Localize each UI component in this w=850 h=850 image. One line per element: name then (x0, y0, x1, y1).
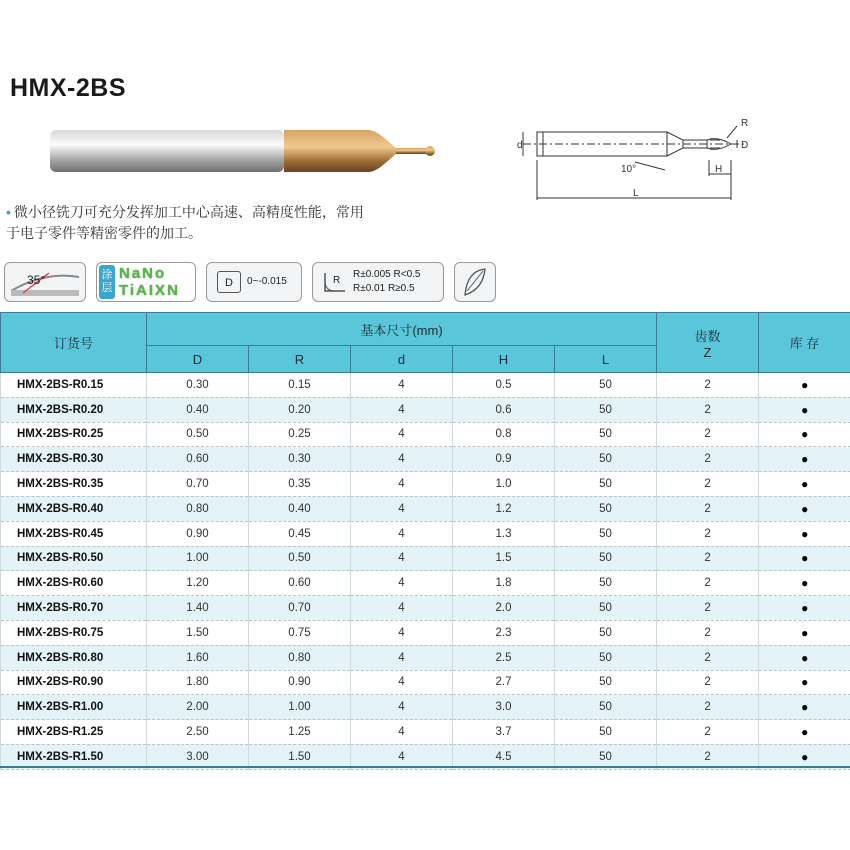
stock-dot: ● (759, 744, 850, 769)
table-row (1, 447, 850, 472)
cell-D: 0.40 (147, 397, 249, 422)
order-code: HMX-2BS-R0.25 (1, 422, 147, 447)
table-bottom-rule (0, 766, 850, 768)
order-code: HMX-2BS-R0.20 (1, 397, 147, 422)
cell-H: 2.7 (453, 670, 555, 695)
cell-D: 0.60 (147, 447, 249, 472)
stock-dot: ● (759, 447, 850, 472)
cell-L: 50 (555, 744, 657, 769)
cell-R: 0.90 (249, 670, 351, 695)
cell-H: 0.9 (453, 447, 555, 472)
cell-d: 4 (351, 373, 453, 398)
cell-Z: 2 (657, 670, 759, 695)
cell-d: 4 (351, 447, 453, 472)
diameter-tolerance-text: 0~-0.015 (247, 276, 287, 287)
diameter-tolerance-badge (206, 262, 302, 302)
technical-drawing (505, 110, 790, 210)
angle-label: 10° (621, 164, 637, 175)
cell-Z: 2 (657, 645, 759, 670)
cell-d: 4 (351, 521, 453, 546)
cell-D: 0.70 (147, 472, 249, 497)
cell-D: 1.60 (147, 645, 249, 670)
table-row (1, 496, 850, 521)
cell-D: 0.90 (147, 521, 249, 546)
cell-H: 0.8 (453, 422, 555, 447)
cell-R: 0.60 (249, 571, 351, 596)
cell-D: 1.40 (147, 596, 249, 621)
stock-dot: ● (759, 695, 850, 720)
radius-tolerance-badge (312, 262, 444, 302)
cell-d: 4 (351, 546, 453, 571)
cell-R: 0.15 (249, 373, 351, 398)
order-code: HMX-2BS-R1.00 (1, 695, 147, 720)
table-row (1, 472, 850, 497)
header-D: D (147, 346, 249, 373)
product-description (6, 202, 416, 244)
cell-L: 50 (555, 472, 657, 497)
cell-R: 0.35 (249, 472, 351, 497)
radius-tolerance-line-2: R±0.01 R≥0.5 (353, 283, 415, 294)
header-teeth: 齿数 Z (657, 313, 759, 373)
ball-nose-icon (455, 263, 495, 301)
cell-R: 0.25 (249, 422, 351, 447)
end-mill-photo (48, 126, 448, 178)
cell-d: 4 (351, 744, 453, 769)
description-line-2: 于电子零件等精密零件的加工。 (6, 225, 202, 241)
cell-R: 0.40 (249, 496, 351, 521)
cell-H: 3.7 (453, 720, 555, 745)
order-code: HMX-2BS-R1.50 (1, 744, 147, 769)
cell-d: 4 (351, 645, 453, 670)
cell-Z: 2 (657, 521, 759, 546)
cell-L: 50 (555, 422, 657, 447)
cell-L: 50 (555, 447, 657, 472)
cell-H: 1.3 (453, 521, 555, 546)
coating-tag: 涂层 (99, 265, 115, 299)
cell-Z: 2 (657, 373, 759, 398)
radius-icon (321, 269, 349, 295)
cell-Z: 2 (657, 496, 759, 521)
cell-Z: 2 (657, 620, 759, 645)
cell-d: 4 (351, 620, 453, 645)
cell-D: 0.50 (147, 422, 249, 447)
order-code: HMX-2BS-R0.80 (1, 645, 147, 670)
specification-table (0, 312, 850, 770)
table-row (1, 620, 850, 645)
cell-H: 0.5 (453, 373, 555, 398)
order-code: HMX-2BS-R0.75 (1, 620, 147, 645)
cell-Z: 2 (657, 744, 759, 769)
order-code: HMX-2BS-R0.90 (1, 670, 147, 695)
table-row (1, 695, 850, 720)
table-row (1, 546, 850, 571)
stock-dot: ● (759, 571, 850, 596)
stock-dot: ● (759, 422, 850, 447)
stock-dot: ● (759, 397, 850, 422)
cell-D: 3.00 (147, 744, 249, 769)
stock-dot: ● (759, 521, 850, 546)
cell-D: 1.20 (147, 571, 249, 596)
header-basic-dimensions: 基本尺寸(mm) (147, 313, 657, 346)
cell-D: 1.00 (147, 546, 249, 571)
cell-d: 4 (351, 397, 453, 422)
dim-D-label: D (741, 140, 749, 151)
order-code: HMX-2BS-R0.45 (1, 521, 147, 546)
table-row (1, 397, 850, 422)
table-row (1, 373, 850, 398)
table-row (1, 670, 850, 695)
cell-d: 4 (351, 596, 453, 621)
cell-H: 1.5 (453, 546, 555, 571)
dim-d-label: d (517, 140, 523, 151)
stock-dot: ● (759, 496, 850, 521)
cell-D: 0.80 (147, 496, 249, 521)
cell-d: 4 (351, 472, 453, 497)
order-code: HMX-2BS-R0.30 (1, 447, 147, 472)
product-title: HMX-2BS (10, 74, 127, 102)
cell-L: 50 (555, 720, 657, 745)
stock-dot: ● (759, 720, 850, 745)
cell-L: 50 (555, 670, 657, 695)
cell-R: 0.50 (249, 546, 351, 571)
cell-L: 50 (555, 571, 657, 596)
table-row (1, 422, 850, 447)
cell-D: 1.50 (147, 620, 249, 645)
order-code: HMX-2BS-R0.70 (1, 596, 147, 621)
cell-Z: 2 (657, 422, 759, 447)
order-code: HMX-2BS-R0.40 (1, 496, 147, 521)
cell-Z: 2 (657, 571, 759, 596)
cell-H: 1.0 (453, 472, 555, 497)
cell-L: 50 (555, 397, 657, 422)
order-code: HMX-2BS-R0.60 (1, 571, 147, 596)
cell-D: 1.80 (147, 670, 249, 695)
coating-name-1: NaNo (119, 265, 167, 282)
cell-H: 1.2 (453, 496, 555, 521)
cell-Z: 2 (657, 720, 759, 745)
stock-dot: ● (759, 670, 850, 695)
dim-L-label: L (633, 188, 639, 199)
cell-L: 50 (555, 496, 657, 521)
order-code: HMX-2BS-R0.35 (1, 472, 147, 497)
cell-L: 50 (555, 546, 657, 571)
cell-Z: 2 (657, 472, 759, 497)
stock-dot: ● (759, 373, 850, 398)
coating-badge (96, 262, 196, 302)
cell-L: 50 (555, 620, 657, 645)
cell-H: 3.0 (453, 695, 555, 720)
cell-R: 0.45 (249, 521, 351, 546)
table-row (1, 521, 850, 546)
coating-name-2: TiAIXN (119, 282, 180, 299)
cell-D: 0.30 (147, 373, 249, 398)
cell-d: 4 (351, 720, 453, 745)
cell-d: 4 (351, 496, 453, 521)
header-d: d (351, 346, 453, 373)
cell-R: 0.30 (249, 447, 351, 472)
cell-H: 0.6 (453, 397, 555, 422)
cell-R: 1.00 (249, 695, 351, 720)
cell-H: 2.0 (453, 596, 555, 621)
cell-Z: 2 (657, 546, 759, 571)
dim-H-label: H (715, 164, 723, 175)
svg-text:R: R (333, 275, 341, 286)
cell-R: 0.70 (249, 596, 351, 621)
cell-H: 4.5 (453, 744, 555, 769)
table-row (1, 720, 850, 745)
cell-d: 4 (351, 571, 453, 596)
order-code: HMX-2BS-R0.15 (1, 373, 147, 398)
cell-d: 4 (351, 695, 453, 720)
dim-R-label: R (741, 118, 749, 129)
cell-H: 1.8 (453, 571, 555, 596)
cell-L: 50 (555, 645, 657, 670)
diameter-icon: D (217, 271, 241, 293)
cell-R: 1.50 (249, 744, 351, 769)
cell-R: 0.75 (249, 620, 351, 645)
cell-L: 50 (555, 373, 657, 398)
header-R: R (249, 346, 351, 373)
stock-dot: ● (759, 596, 850, 621)
cell-d: 4 (351, 670, 453, 695)
table-row (1, 596, 850, 621)
cell-L: 50 (555, 596, 657, 621)
stock-dot: ● (759, 472, 850, 497)
table-row (1, 571, 850, 596)
header-H: H (453, 346, 555, 373)
order-code: HMX-2BS-R1.25 (1, 720, 147, 745)
cell-R: 0.20 (249, 397, 351, 422)
ball-end-badge (454, 262, 496, 302)
cell-d: 4 (351, 422, 453, 447)
helix-angle-text: 35° (27, 273, 46, 287)
header-order-no: 订货号 (1, 313, 147, 373)
cell-Z: 2 (657, 397, 759, 422)
header-stock: 库 存 (759, 313, 850, 373)
stock-dot: ● (759, 546, 850, 571)
header-L: L (555, 346, 657, 373)
cell-Z: 2 (657, 447, 759, 472)
stock-dot: ● (759, 620, 850, 645)
bullet-icon: • (6, 204, 11, 220)
cell-D: 2.50 (147, 720, 249, 745)
table-row (1, 645, 850, 670)
cell-R: 1.25 (249, 720, 351, 745)
stock-dot: ● (759, 645, 850, 670)
description-line-1: 微小径铣刀可充分发挥加工中心高速、高精度性能，常用 (13, 204, 364, 220)
cell-Z: 2 (657, 695, 759, 720)
helix-angle-badge (4, 262, 86, 302)
radius-tolerance-line-1: R±0.005 R<0.5 (353, 269, 421, 280)
cell-H: 2.3 (453, 620, 555, 645)
cell-D: 2.00 (147, 695, 249, 720)
cell-L: 50 (555, 695, 657, 720)
cell-Z: 2 (657, 596, 759, 621)
cell-H: 2.5 (453, 645, 555, 670)
cell-L: 50 (555, 521, 657, 546)
cell-R: 0.80 (249, 645, 351, 670)
order-code: HMX-2BS-R0.50 (1, 546, 147, 571)
